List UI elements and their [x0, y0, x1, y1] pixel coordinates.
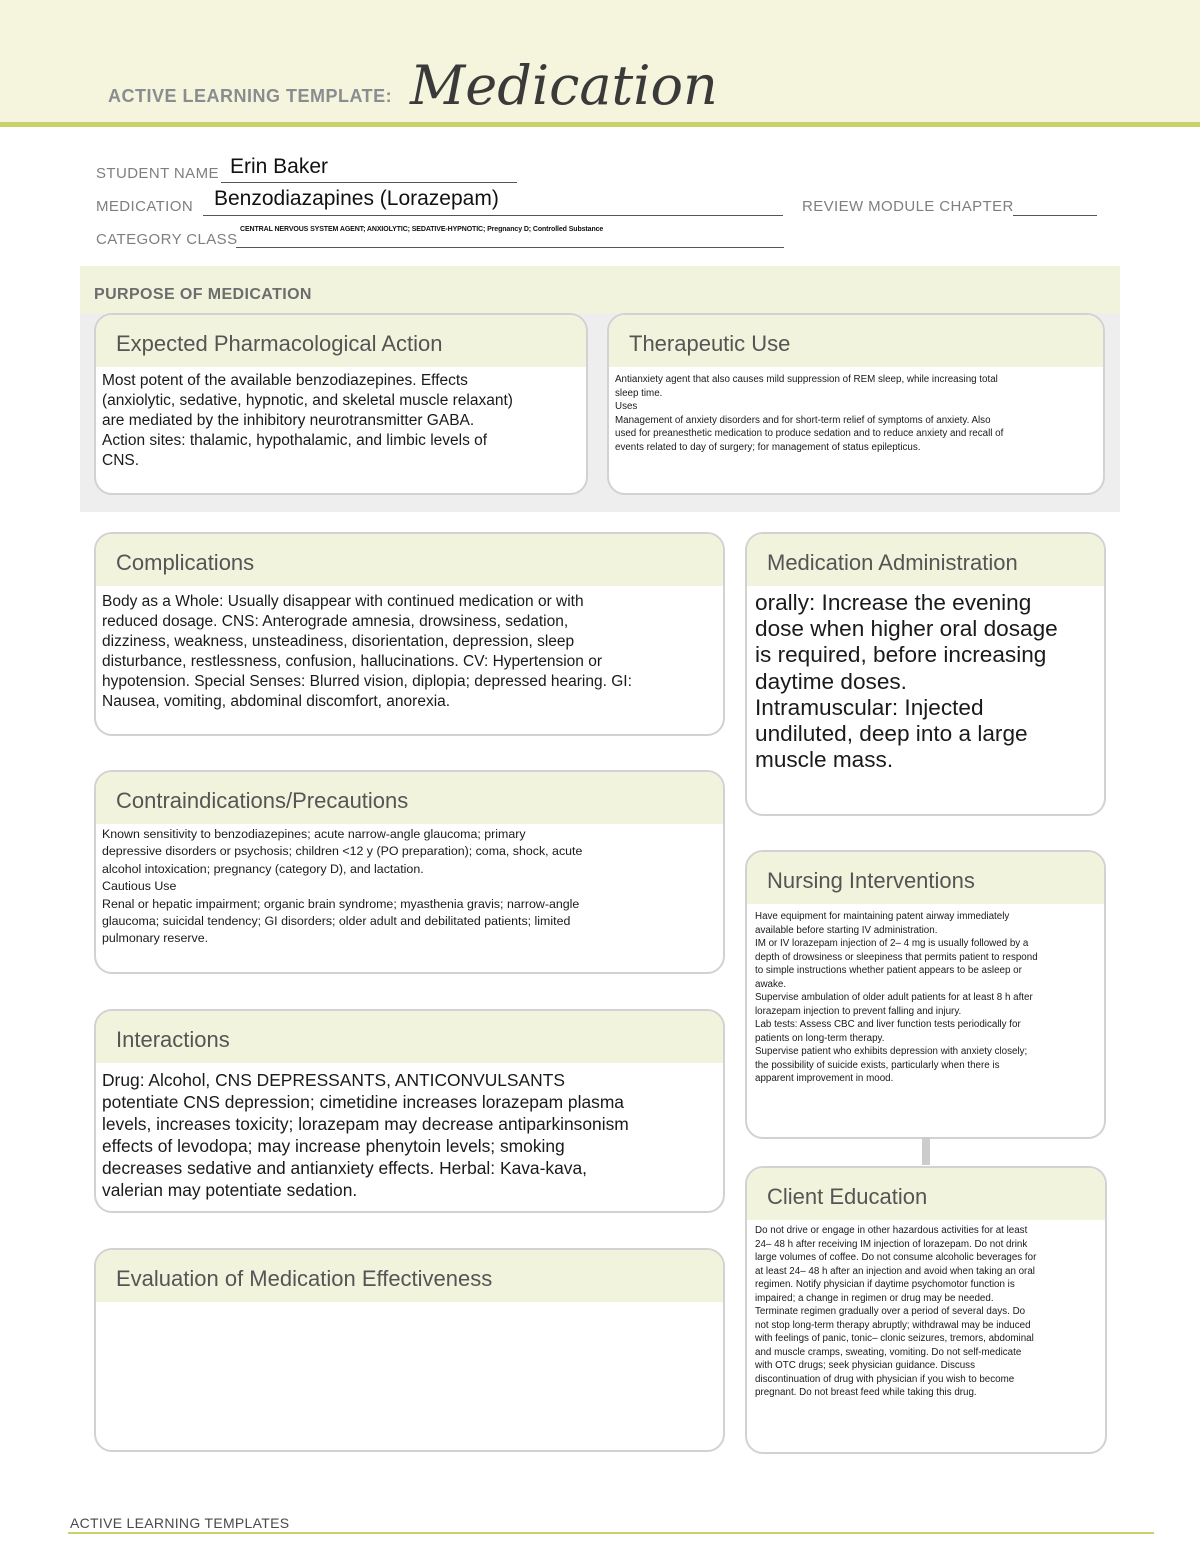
- complications-title: Complications: [96, 534, 723, 586]
- administration-text[interactable]: orally: Increase the evening dose when higher oral dosage is required, before increasing daytime doses. Intramuscular: Injected undiluted, deep into a large muscle mass.: [755, 590, 1058, 773]
- interactions-card: [94, 1009, 725, 1213]
- category-class-label: CATEGORY CLASS: [96, 231, 238, 248]
- interactions-text[interactable]: Drug: Alcohol, CNS DEPRESSANTS, ANTICONVULSANTS potentiate CNS depression; cimetidine increases lorazepam plasma levels, increases toxicity; lorazepam may decrease antiparkinsonism effects of levodopa; may increase phenytoin levels; smoking decreases sedative and antianxiety effects. Herbal: Kava-kava, valerian may potentiate sedation.: [102, 1070, 629, 1200]
- client-education-card: [745, 1166, 1107, 1454]
- contraindications-title: Contraindications/Precautions: [96, 772, 723, 824]
- template-title: Medication: [410, 54, 718, 117]
- nursing-interventions-text[interactable]: Have equipment for maintaining patent airway immediately available before starting IV administration. IM or IV lorazepam injection of 2– 4 mg is usually followed by a depth of drowsiness or sleepiness that permits patient to respond to simple instructions whether patient appears to be asleep or awake. Supervise ambulation of older adult patients for at least 8 h after lorazepam injection to prevent falling and injury. Lab tests: Assess CBC and liver function tests periodically for patients on long-term therapy. Supervise patient who exhibits depression with anxiety closely; the possibility of suicide exists, particularly when there is apparent improvement in mood.: [755, 911, 1038, 1084]
- review-module-line[interactable]: [1013, 215, 1097, 216]
- therapeutic-use-title: Therapeutic Use: [609, 315, 1103, 367]
- evaluation-text-area[interactable]: [96, 1302, 723, 1442]
- client-education-title: Client Education: [747, 1168, 1105, 1220]
- footer-label: ACTIVE LEARNING TEMPLATES: [70, 1515, 290, 1531]
- student-name-line: [221, 182, 517, 183]
- client-education-text[interactable]: Do not drive or engage in other hazardous activities for at least 24– 48 h after receiving IM injection of lorazepam. Do not drink large volumes of coffee. Do not consume alcoholic beverages for at least 24– 48 h after an injection and avoid when taking an oral regimen. Notify physician if daytime psychomotor function is impaired; a change in regimen or drug may be needed. Terminate regimen gradually over a period of several days. Do not stop long-term therapy abruptly; withdrawal may be induced with feelings of panic, tonic– clonic seizures, tremors, abdominal and muscle cramps, sweating, vomiting. Do not self-medicate with OTC drugs; seek physician guidance. Discuss discontinuation of drug with physician if you wish to become pregnant. Do not breast feed while taking this drug.: [755, 1225, 1037, 1398]
- evaluation-card: [94, 1248, 725, 1452]
- nursing-interventions-title: Nursing Interventions: [747, 852, 1104, 904]
- header-rule: [0, 122, 1200, 127]
- evaluation-title: Evaluation of Medication Effectiveness: [96, 1250, 723, 1302]
- medication-line: [203, 215, 783, 216]
- card-connector: [922, 1137, 930, 1165]
- nursing-interventions-card: [745, 850, 1106, 1139]
- administration-title: Medication Administration: [747, 534, 1104, 586]
- student-name-value[interactable]: Erin Baker: [230, 155, 329, 178]
- expected-action-text[interactable]: Most potent of the available benzodiazepines. Effects (anxiolytic, sedative, hypnotic, and skeletal muscle relaxant) are mediated by the inhibitory neurotransmitter GABA. Action sites: thalamic, hypothalamic, and limbic levels of CNS.: [102, 372, 513, 469]
- purpose-label: PURPOSE OF MEDICATION: [94, 286, 312, 303]
- expected-action-title: Expected Pharmacological Action: [96, 315, 586, 367]
- contraindications-text[interactable]: Known sensitivity to benzodiazepines; acute narrow-angle glaucoma; primary depressive disorders or psychosis; children <12 y (PO preparation); coma, shock, acute alcohol intoxication; pregnancy (category D), and lactation. Cautious Use Renal or hepatic impairment; organic brain syndrome; myasthenia gravis; narrow-angle glaucoma; suicidal tendency; GI disorders; older adult and debilitated patients; limited pulmonary reserve.: [102, 827, 583, 946]
- footer-rule: [68, 1532, 1154, 1534]
- student-name-label: STUDENT NAME: [96, 165, 219, 182]
- medication-label: MEDICATION: [96, 198, 194, 215]
- category-class-value[interactable]: CENTRAL NERVOUS SYSTEM AGENT; ANXIOLYTIC; SEDATIVE-HYPNOTIC; Pregnancy D; Controlled Substance: [240, 226, 604, 233]
- category-class-line: [236, 247, 784, 248]
- contraindications-card: [94, 770, 725, 974]
- administration-card: [745, 532, 1106, 816]
- interactions-title: Interactions: [96, 1011, 723, 1063]
- therapeutic-use-text[interactable]: Antianxiety agent that also causes mild suppression of REM sleep, while increasing total sleep time. Uses Management of anxiety disorders and for short-term relief of symptoms of anxiety. Also used for preanesthetic medication to produce sedation and to reduce anxiety and recall of events related to day of surgery; for management of status epilepticus.: [615, 374, 1004, 453]
- therapeutic-use-card: [607, 313, 1105, 495]
- medication-value[interactable]: Benzodiazapines (Lorazepam): [214, 187, 499, 210]
- template-label: ACTIVE LEARNING TEMPLATE:: [108, 86, 393, 106]
- expected-action-card: [94, 313, 588, 495]
- complications-card: [94, 532, 725, 736]
- review-module-label: REVIEW MODULE CHAPTER: [802, 198, 1014, 215]
- complications-text[interactable]: Body as a Whole: Usually disappear with continued medication or with reduced dosage. CNS: Anterograde amnesia, drowsiness, sedation, dizziness, weakness, unsteadiness, disorientation, depression, sleep disturbance, restlessness, confusion, hallucinations. CV: Hypertension or hypotension. Special Senses: Blurred vision, diplopia; depressed hearing. GI: Nausea, vomiting, abdominal discomfort, anorexia.: [102, 593, 632, 710]
